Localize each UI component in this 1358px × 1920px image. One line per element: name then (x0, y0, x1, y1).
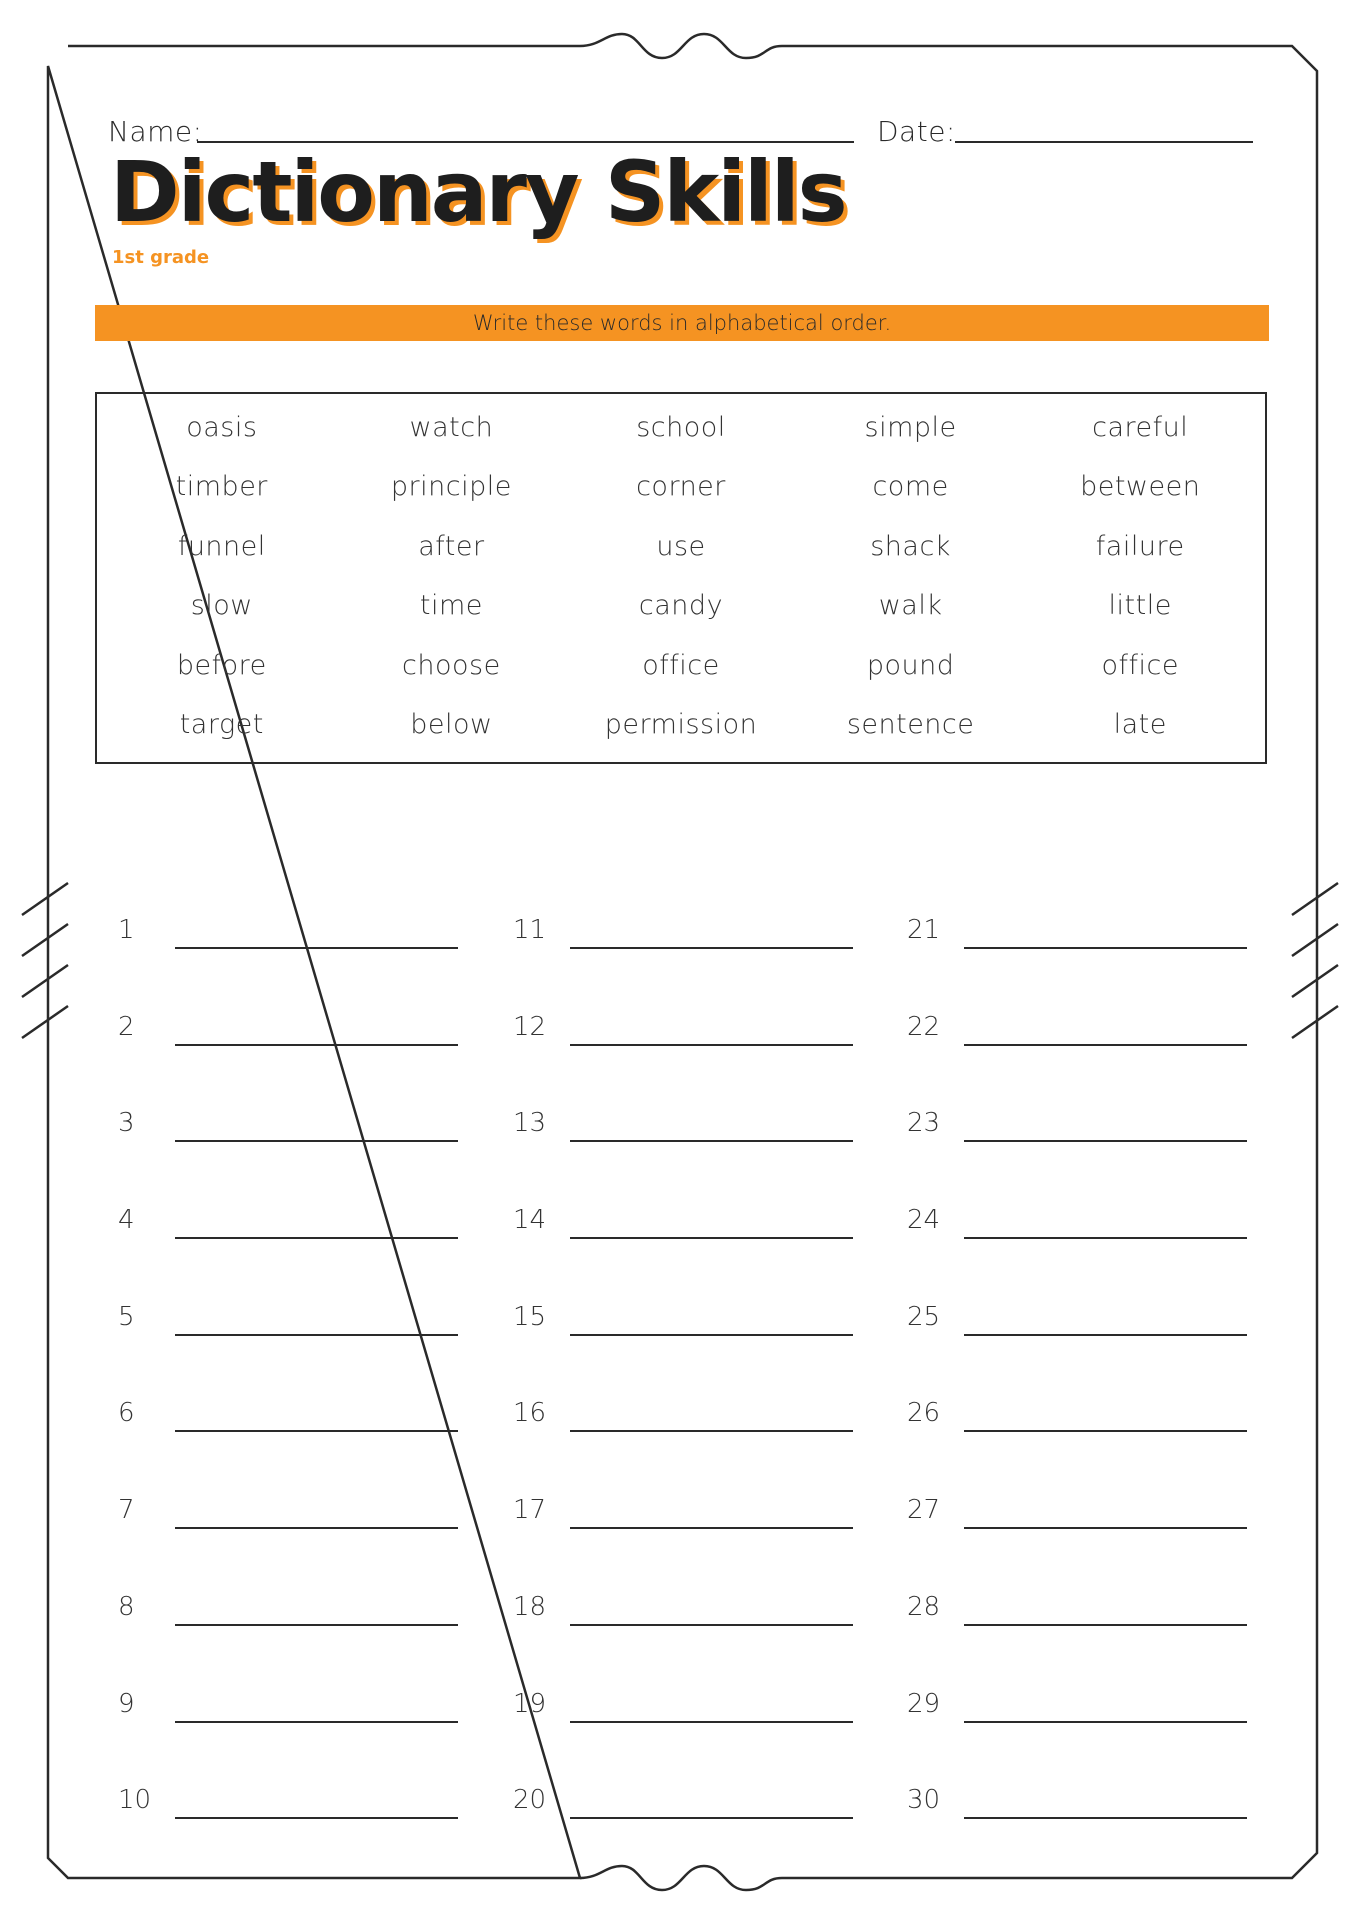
word-bank-item: timber (175, 471, 268, 503)
answer-number: 24 (907, 1205, 941, 1236)
answer-line[interactable] (570, 1044, 853, 1046)
answer-number: 2 (118, 1011, 135, 1042)
answer-number: 1 (118, 915, 135, 945)
word-column (337, 412, 567, 740)
answer-number: 10 (118, 1785, 152, 1816)
answer-line[interactable] (964, 947, 1247, 949)
word-column (566, 412, 796, 740)
answer-row (907, 1475, 1247, 1572)
word-bank-item: careful (1092, 412, 1189, 443)
answer-column (907, 895, 1247, 1862)
answer-row (907, 895, 1247, 992)
answer-number: 7 (118, 1495, 135, 1526)
answer-line[interactable] (964, 1334, 1247, 1336)
answer-number: 15 (513, 1301, 547, 1332)
answer-line[interactable] (570, 1527, 853, 1529)
grade-label: 1st grade (112, 247, 210, 268)
answer-number: 17 (513, 1495, 547, 1526)
word-bank-item: late (1113, 708, 1167, 740)
answer-line[interactable] (175, 1140, 458, 1142)
answer-number: 22 (907, 1011, 941, 1042)
answer-line[interactable] (964, 1237, 1247, 1239)
answer-row (907, 1378, 1247, 1475)
word-column (796, 412, 1026, 740)
word-bank-item: sentence (846, 708, 975, 740)
name-label: Name: (108, 115, 203, 148)
answer-row (513, 1572, 853, 1669)
word-bank-item: between (1080, 471, 1201, 503)
word-bank-item: walk (878, 590, 943, 622)
answer-line[interactable] (175, 1721, 458, 1723)
answer-number: 30 (907, 1785, 941, 1816)
answer-number: 13 (513, 1108, 547, 1139)
answer-row (907, 1765, 1247, 1862)
word-bank-item: funnel (177, 530, 266, 562)
date-label: Date: (877, 115, 956, 148)
answer-line[interactable] (175, 1817, 458, 1819)
date-field-line[interactable] (955, 141, 1253, 143)
word-bank-item: pound (866, 649, 955, 681)
word-bank-item: simple (864, 412, 957, 443)
left-tick-ornament (22, 883, 68, 1038)
word-bank-item: before (176, 649, 267, 681)
answer-row (513, 992, 853, 1089)
answer-line[interactable] (570, 1237, 853, 1239)
answer-line[interactable] (964, 1721, 1247, 1723)
answer-line[interactable] (175, 1334, 458, 1336)
answer-number: 28 (907, 1591, 941, 1622)
word-bank-item: permission (604, 708, 758, 740)
word-bank-item: watch (409, 412, 494, 443)
answer-row (118, 1378, 458, 1475)
answer-line[interactable] (570, 1430, 853, 1432)
word-bank-item: principle (390, 471, 512, 503)
answer-column (118, 895, 458, 1862)
word-bank-item: shack (870, 530, 951, 562)
answer-number: 26 (907, 1398, 941, 1429)
instruction-banner (95, 305, 1269, 341)
word-bank-item: school (636, 412, 726, 443)
answer-row (118, 1185, 458, 1282)
answer-line[interactable] (175, 1237, 458, 1239)
answer-row (513, 1185, 853, 1282)
answer-number: 12 (513, 1011, 547, 1042)
answer-number: 11 (513, 915, 547, 945)
answer-line[interactable] (964, 1044, 1247, 1046)
answer-row (118, 1282, 458, 1379)
answer-row (513, 1669, 853, 1766)
answer-row (907, 1282, 1247, 1379)
answer-row (513, 1475, 853, 1572)
answer-number: 18 (513, 1591, 547, 1622)
word-bank-item: little (1108, 590, 1172, 622)
word-bank-item: come (872, 471, 949, 503)
word-bank-item: below (410, 708, 493, 740)
word-bank-item: failure (1095, 530, 1185, 562)
word-bank-item: after (418, 530, 485, 562)
answer-number: 27 (907, 1495, 941, 1526)
bottom-wave-ornament (580, 1866, 782, 1890)
word-bank-item: time (419, 590, 483, 622)
answer-line[interactable] (570, 1140, 853, 1142)
answer-row (118, 1475, 458, 1572)
answer-row (513, 1378, 853, 1475)
answer-number: 21 (907, 915, 941, 945)
answer-column (513, 895, 853, 1862)
answer-row (118, 992, 458, 1089)
answer-row (513, 1282, 853, 1379)
answer-number: 16 (513, 1398, 547, 1429)
answer-line[interactable] (964, 1140, 1247, 1142)
answer-row (118, 1088, 458, 1185)
word-bank (95, 392, 1267, 764)
answer-row (513, 895, 853, 992)
answer-number: 19 (513, 1688, 547, 1719)
answer-row (907, 1572, 1247, 1669)
answer-line[interactable] (964, 1624, 1247, 1626)
answer-row (907, 1185, 1247, 1282)
answer-line[interactable] (570, 1817, 853, 1819)
answer-number: 5 (118, 1301, 135, 1332)
answer-row (907, 992, 1247, 1089)
word-bank-item: office (642, 649, 720, 681)
instruction-text: Write these words in alphabetical order. (472, 311, 892, 335)
answer-line[interactable] (964, 1817, 1247, 1819)
answer-row (118, 895, 458, 992)
answer-number: 14 (513, 1205, 547, 1236)
answer-line[interactable] (570, 1624, 853, 1626)
answer-row (907, 1088, 1247, 1185)
answer-number: 29 (907, 1688, 941, 1719)
answer-line[interactable] (964, 1527, 1247, 1529)
answer-row (118, 1669, 458, 1766)
word-bank-item: use (656, 530, 706, 562)
answer-number: 8 (118, 1591, 135, 1622)
word-bank-item: oasis (186, 412, 258, 443)
word-bank-item: choose (402, 649, 501, 681)
word-bank-item: slow (190, 590, 253, 622)
answer-number: 6 (118, 1398, 135, 1429)
answer-line[interactable] (175, 1624, 458, 1626)
answer-row (118, 1765, 458, 1862)
answer-row (907, 1669, 1247, 1766)
answer-line[interactable] (570, 947, 853, 949)
answer-line[interactable] (570, 1334, 853, 1336)
answer-line[interactable] (175, 1527, 458, 1529)
answer-row (118, 1572, 458, 1669)
answer-number: 25 (907, 1301, 941, 1332)
word-bank-item: corner (636, 471, 726, 503)
word-bank-item: office (1101, 649, 1179, 681)
word-column (107, 412, 337, 740)
answer-line[interactable] (175, 1430, 458, 1432)
answer-number: 4 (118, 1205, 135, 1236)
word-bank-item: candy (638, 590, 724, 622)
right-tick-ornament (1292, 883, 1338, 1038)
answer-number: 3 (118, 1108, 135, 1139)
answer-line[interactable] (175, 1044, 458, 1046)
answer-number: 23 (907, 1108, 941, 1139)
answer-line[interactable] (964, 1430, 1247, 1432)
answer-line[interactable] (570, 1721, 853, 1723)
answer-row (513, 1765, 853, 1862)
word-column (1025, 412, 1255, 740)
answer-number: 9 (118, 1688, 135, 1719)
word-bank-item: target (179, 708, 264, 740)
answer-row (513, 1088, 853, 1185)
answer-line[interactable] (175, 947, 458, 949)
page-title: Dictionary Skills (110, 143, 846, 241)
answer-number: 20 (513, 1785, 547, 1816)
top-wave-ornament (580, 34, 782, 58)
